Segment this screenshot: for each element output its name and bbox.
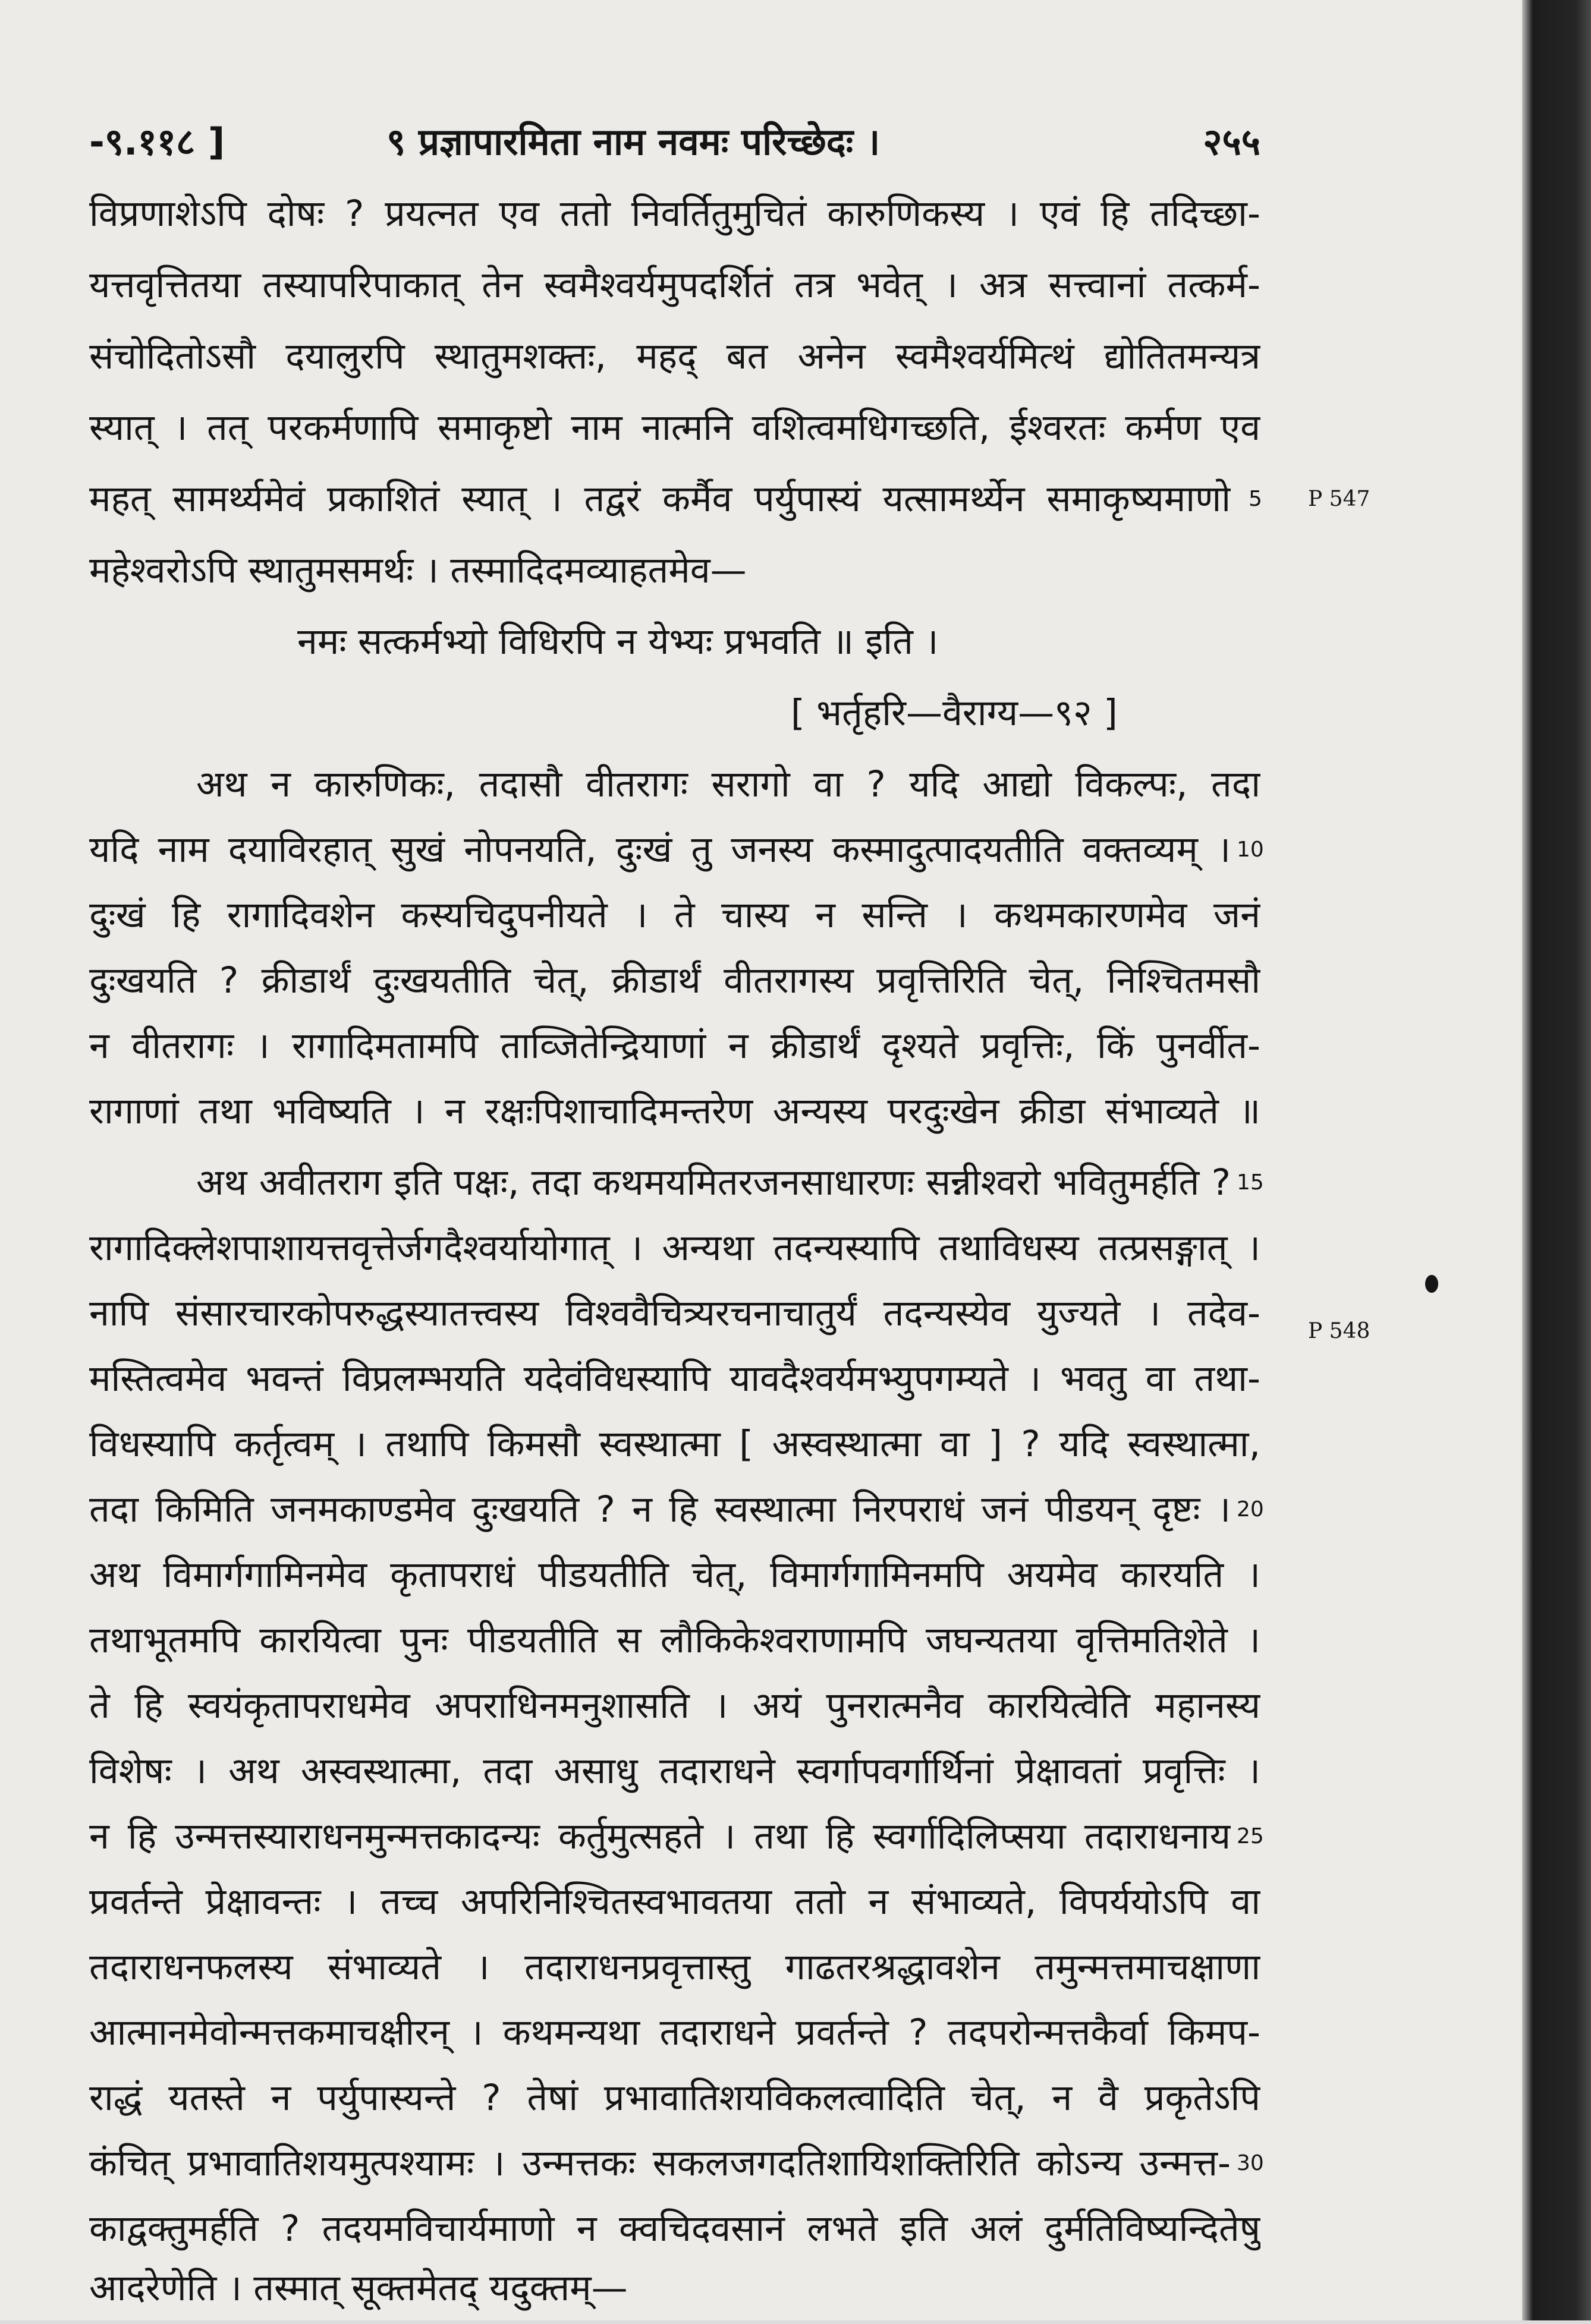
header-page-number: २५५ [1203,120,1260,163]
text-line: अथ विमार्गगामिनमेव कृतापराधं पीडयतीति चेत्, विमार्गगामिनमपि अयमेव कारयति । [89,1554,1260,1596]
text-line: यत्तवृत्तितया तस्यापरिपाकात् तेन स्वमैश्वर्यमुपदर्शितं तत्र भवेत् । अत्र सत्त्वानां तत्कर्म- [89,264,1260,306]
source-reference: [ भर्तृहरि—वैराग्य—९२ ] [791,692,1118,734]
text-line: काद्वक्तुमर्हति ? तदयमविचार्यमाणो न क्वचिदवसानं लभते इति अलं दुर्मतिविष्यन्दितेषु [89,2208,1260,2250]
text-line: दुःखं हि रागादिवशेन कस्यचिदुपनीयते । ते चास्य न सन्ति । कथमकारणमेव जनं [89,894,1260,936]
text-line: महत् सामर्थ्यमेवं प्रकाशितं स्यात् । तद्वरं कर्मैव पर्युपास्यं यत्सामर्थ्येन समाकृष्यमाणो [89,478,1231,520]
text-line: रागाणां तथा भविष्यति । न रक्षःपिशाचादिमन्तरेण अन्यस्य परदुःखेन क्रीडा संभाव्यते ॥ [89,1090,1260,1132]
text-line: ते हि स्वयंकृतापराधमेव अपराधिनमनुशासति । अयं पुनरात्मनैव कारयित्वेति महानस्य [89,1684,1260,1727]
text-line: संचोदितोऽसौ दयालुरपि स्थातुमशक्तः, महद् बत अनेन स्वमैश्वर्यमित्थं द्योतितमन्यत्र [89,335,1260,377]
line-number: 30 [1237,2151,1264,2175]
book-spine-shadow [1522,0,1591,2320]
text-line: मस्तित्वमेव भवन्तं विप्रलम्भयति यदेवंविधस्यापि यावदैश्वर्यमभ्युपगम्यते । भवतु वा तथा- [89,1358,1260,1400]
text-line: आदरेणेति । तस्मात् सूक्तमेतद् यदुक्तम्— [89,2267,628,2309]
text-line: महेश्वरोऽपि स्थातुमसमर्थः । तस्मादिदमव्याहतमेव— [89,549,747,591]
text-line: राद्धं यतस्ते न पर्युपास्यन्ते ? तेषां प्रभावातिशयविकलत्वादिति चेत्, न वै प्रकृतेऽपि [89,2077,1260,2119]
header-chapter-title: ९ प्रज्ञापारमिता नाम नवमः परिच्छेदः । [386,120,881,163]
text-line: यदि नाम दयाविरहात् सुखं नोपनयति, दुःखं तु जनस्य कस्मादुत्पादयतीति वक्तव्यम् । [89,829,1231,871]
running-header [89,116,1260,169]
text-line: विप्रणाशेऽपि दोषः ? प्रयत्नत एव ततो निवर्तितुमुचितं कारुणिकस्य । एवं हि तदिच्छा- [89,193,1260,235]
line-number: 25 [1237,1824,1264,1849]
header-verse-range: -९.११८ ] [89,120,225,163]
line-number: 10 [1237,837,1264,862]
text-line: प्रवर्तन्ते प्रेक्षावन्तः । तच्च अपरिनिश्चितस्वभावतया ततो न संभाव्यते, विपर्ययोऽपि वा [89,1881,1260,1923]
text-line: तथाभूतमपि कारयित्वा पुनः पीडयतीति स लौकिकेश्वराणामपि जघन्यतया वृत्तिमतिशेते । [89,1619,1260,1661]
line-number: 20 [1237,1497,1264,1522]
margin-page-reference: P 547 [1308,487,1370,511]
text-line: न हि उन्मत्तस्याराधनमुन्मत्तकादन्यः कर्तुमुत्सहते । तथा हि स्वर्गादिलिप्सया तदाराधनाय [89,1815,1231,1857]
text-line: विधस्यापि कर्तृत्वम् । तथापि किमसौ स्वस्थात्मा [ अस्वस्थात्मा वा ] ? यदि स्वस्थात्मा, [89,1423,1260,1465]
line-number: 15 [1237,1170,1264,1195]
text-line: आत्मानमेवोन्मत्तकमाचक्षीरन् । कथमन्यथा तदाराधने प्रवर्तन्ते ? तदपरोन्मत्तकैर्वा किमप- [89,2011,1260,2054]
ink-speck [1425,1275,1438,1293]
text-line: कंचित् प्रभावातिशयमुत्पश्यामः । उन्मत्तकः सकलजगदतिशायिशक्तिरिति कोऽन्य उन्मत्त- [89,2142,1231,2184]
text-line: दुःखयति ? क्रीडार्थं दुःखयतीति चेत्, क्रीडार्थं वीतरागस्य प्रवृत्तिरिति चेत्, निश्चितमसौ [89,959,1260,1002]
text-line: नापि संसारचारकोपरुद्धस्यातत्त्वस्य विश्ववैचित्र्यरचनाचातुर्यं तदन्यस्येव युज्यते । तदेव- [89,1292,1260,1334]
text-line: तदा किमिति जनमकाण्डमेव दुःखयति ? न हि स्वस्थात्मा निरपराधं जनं पीडयन् दृष्टः । [89,1488,1231,1531]
line-number: 5 [1249,487,1262,511]
margin-page-reference: P 548 [1308,1319,1370,1343]
text-line: विशेषः । अथ अस्वस्थात्मा, तदा असाधु तदाराधने स्वर्गापवर्गार्थिनां प्रेक्षावतां प्रवृत्तिः । [89,1750,1260,1792]
text-line: अथ न कारुणिकः, तदासौ वीतरागः सरागो वा ? यदि आद्यो विकल्पः, तदा [196,763,1260,805]
text-line: स्यात् । तत् परकर्मणापि समाकृष्टो नाम नात्मनि वशित्वमधिगच्छति, ईश्वरतः कर्मण एव [89,407,1260,449]
text-line: अथ अवीतराग इति पक्षः, तदा कथमयमितरजनसाधारणः सन्नीश्वरो भवितुमर्हति ? [196,1161,1231,1204]
text-line: न वीतरागः । रागादिमतामपि ताव्जितेन्द्रियाणां न क्रीडार्थं दृश्यते प्रवृत्तिः, किं पुनर्वीत- [89,1025,1260,1067]
text-line: तदाराधनफलस्य संभाव्यते । तदाराधनप्रवृत्तास्तु गाढतरश्रद्धावशेन तमुन्मत्तमाचक्षाणा [89,1946,1260,1988]
verse-quote: नमः सत्कर्मभ्यो विधिरपि न येभ्यः प्रभवति ॥ इति । [297,621,939,663]
text-line: रागादिक्लेशपाशायत्तवृत्तेर्जगदैश्वर्यायोगात् । अन्यथा तदन्यस्यापि तथाविधस्य तत्प्रसङ्गात् । [89,1227,1260,1269]
